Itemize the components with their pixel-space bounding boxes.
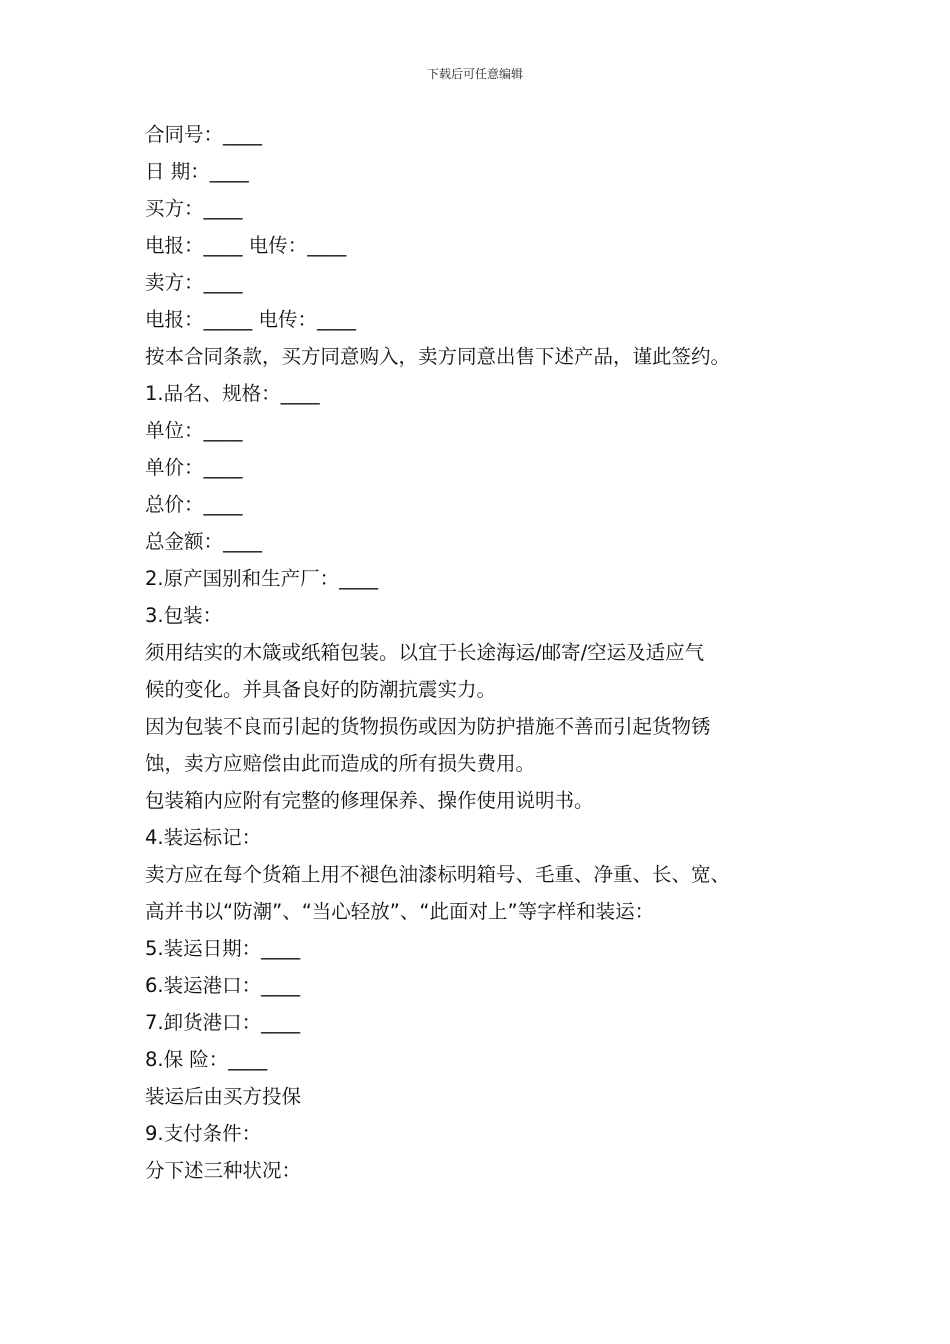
origin-manufacturer-line: 2.原产国别和生产厂：____ xyxy=(145,567,379,590)
unit-line: 单位：____ xyxy=(145,419,243,442)
packing-heading: 3.包装： xyxy=(145,604,223,627)
shipping-marks-paragraph-b: 高并书以“防潮”、“当心轻放”、“此面对上”等字样和装运： xyxy=(145,900,655,923)
shipment-date-line: 5.装运日期：____ xyxy=(145,937,301,960)
packing-paragraph-2a: 因为包装不良而引起的货物损伤或因为防护措施不善而引起货物锈 xyxy=(145,715,711,738)
shipping-marks-heading: 4.装运标记： xyxy=(145,826,262,849)
contract-number-line: 合同号：____ xyxy=(145,123,263,146)
packing-paragraph-3: 包装箱内应附有完整的修理保养、操作使用说明书。 xyxy=(145,789,594,812)
payment-terms-heading: 9.支付条件： xyxy=(145,1122,262,1145)
payment-terms-intro: 分下述三种状况： xyxy=(145,1159,302,1182)
packing-paragraph-1b: 候的变化。并具备良好的防潮抗震实力。 xyxy=(145,678,497,701)
seller-line: 卖方：____ xyxy=(145,271,243,294)
insurance-line: 8.保 险：____ xyxy=(145,1048,268,1071)
contract-body xyxy=(145,116,835,1189)
shipping-marks-paragraph-a: 卖方应在每个货箱上用不褪色油漆标明箱号、毛重、净重、长、宽、 xyxy=(145,863,731,886)
packing-paragraph-2b: 蚀，卖方应赔偿由此而造成的所有损失费用。 xyxy=(145,752,536,775)
port-of-shipment-line: 6.装运港口：____ xyxy=(145,974,301,997)
buyer-line: 买方：____ xyxy=(145,197,243,220)
page-header: 下载后可任意编辑 xyxy=(426,67,523,81)
date-line: 日 期：____ xyxy=(145,160,249,183)
packing-paragraph-1a: 须用结实的木箴或纸箱包装。以宜于长途海运/邮寄/空运及适应气 xyxy=(145,641,705,664)
seller-telegram-fax-line: 电报：_____ 电传：____ xyxy=(145,308,356,331)
insurance-note: 装运后由买方投保 xyxy=(145,1085,302,1108)
agreement-statement: 按本合同条款，买方同意购入，卖方同意出售下述产品，谨此签约。 xyxy=(145,345,731,368)
port-of-discharge-line: 7.卸货港口：____ xyxy=(145,1011,301,1034)
buyer-telegram-fax-line: 电报：____ 电传：____ xyxy=(145,234,347,257)
unit-price-line: 单价：____ xyxy=(145,456,243,479)
product-name-spec-line: 1.品名、规格：____ xyxy=(145,382,320,405)
total-amount-line: 总金额：____ xyxy=(145,530,263,553)
total-price-line: 总价：____ xyxy=(145,493,243,516)
